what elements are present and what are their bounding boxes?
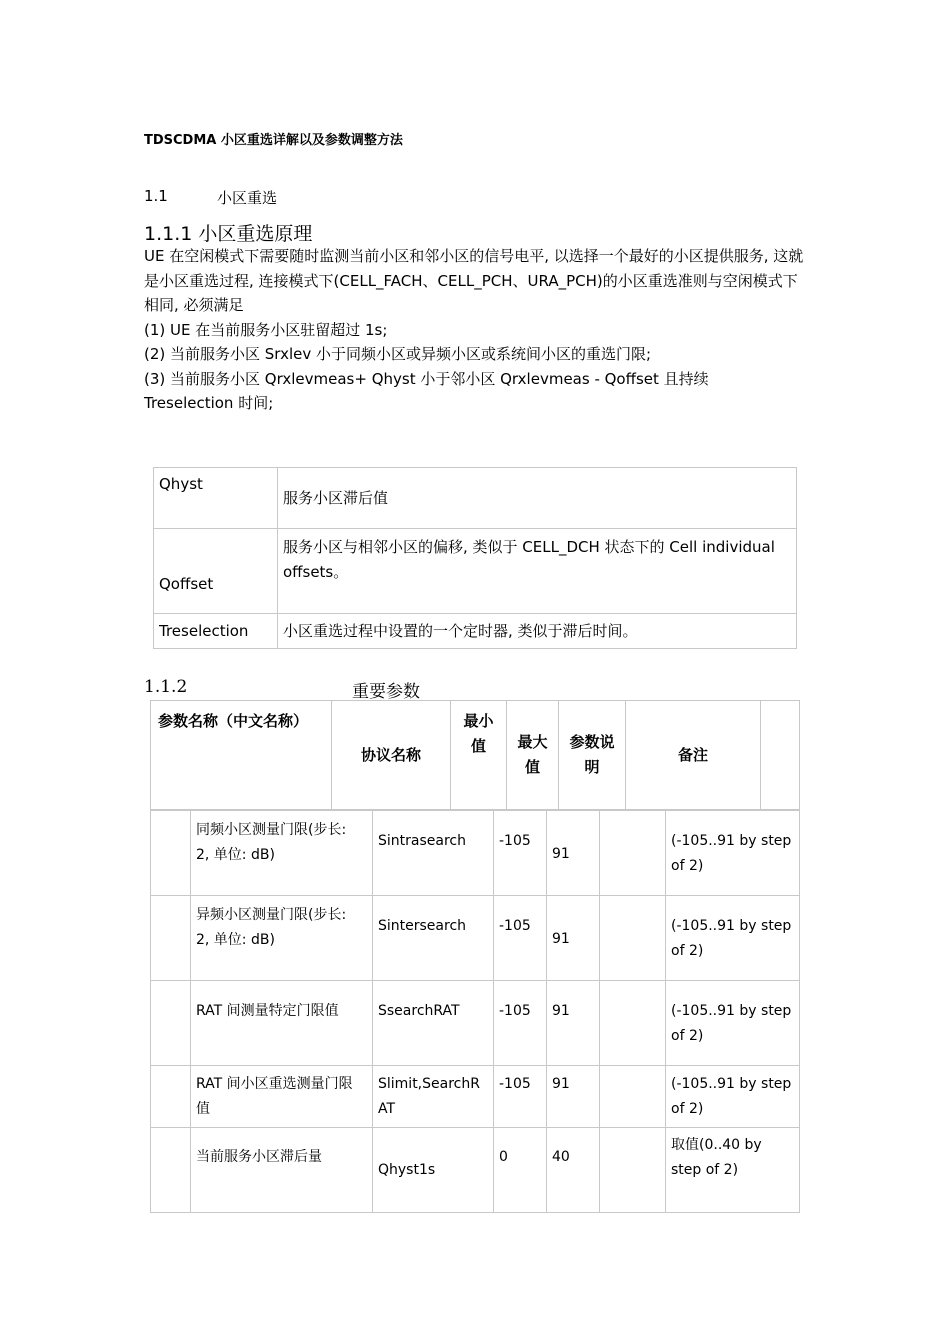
param-max: 91 xyxy=(546,810,600,896)
param-name-text: RAT 间小区重选测量门限值 xyxy=(196,1076,353,1117)
paragraph: (3) 当前服务小区 Qrxlevmeas+ Qhyst 小于邻小区 Qrxlevmeas - Qoffset 且持续 Treselection 时间; xyxy=(144,369,709,412)
header-protocol: 协议名称 xyxy=(331,700,451,810)
body-text xyxy=(144,244,814,416)
param-note: (-105..91 by step of 2) xyxy=(665,810,800,896)
param-max: 91 xyxy=(546,980,600,1066)
subsection2-title: 重要参数 xyxy=(352,682,420,702)
empty-cell xyxy=(150,1127,191,1213)
param-note: (-105..91 by step of 2) xyxy=(665,980,800,1066)
header-empty-cell xyxy=(760,700,800,810)
param-name xyxy=(190,810,373,896)
param-name: 当前服务小区滞后量 xyxy=(190,1127,373,1213)
param-name-text: 同频小区测量门限(步长: 2, 单位: dB) xyxy=(196,822,347,863)
empty-cell xyxy=(150,980,191,1066)
param-note: (-105..91 by step of 2) xyxy=(665,895,800,981)
param-min: 0 xyxy=(493,1127,547,1213)
empty-cell xyxy=(599,1127,666,1213)
subsection-heading xyxy=(144,219,312,246)
empty-cell xyxy=(150,810,191,896)
empty-cell xyxy=(599,980,666,1066)
param-name: RAT 间测量特定门限值 xyxy=(190,980,373,1066)
header-min: 最小值 xyxy=(450,700,507,810)
paragraph: (2) 当前服务小区 Srxlev 小于同频小区或异频小区或系统间小区的重选门限; xyxy=(144,345,652,363)
table-row xyxy=(150,1065,800,1128)
param-min: -105 xyxy=(493,810,547,896)
param-protocol: Qhyst1s xyxy=(372,1127,494,1213)
table-row xyxy=(150,810,800,896)
param-max: 40 xyxy=(546,1127,600,1213)
param-protocol: Sintrasearch xyxy=(372,810,494,896)
empty-cell xyxy=(599,810,666,896)
param-min: -105 xyxy=(493,1065,547,1128)
param-table-header xyxy=(150,700,800,810)
param-protocol: Slimit,SearchRAT xyxy=(372,1065,494,1128)
header-desc: 参数说明 xyxy=(558,700,626,810)
param-protocol: Sintersearch xyxy=(372,895,494,981)
def-desc: 服务小区滞后值 xyxy=(278,468,797,529)
def-desc: 服务小区与相邻小区的偏移, 类似于 CELL_DCH 状态下的 Cell individual offsets。 xyxy=(278,529,797,614)
empty-cell xyxy=(150,895,191,981)
param-max: 91 xyxy=(546,895,600,981)
subsection2-number: 1.1.2 xyxy=(144,677,188,697)
param-max: 91 xyxy=(546,1065,600,1128)
table-row xyxy=(154,529,797,614)
subsection-title: 小区重选原理 xyxy=(198,223,313,245)
empty-cell xyxy=(150,1065,191,1128)
section-title: 小区重选 xyxy=(217,189,278,207)
param-protocol: SsearchRAT xyxy=(372,980,494,1066)
param-name xyxy=(190,1065,373,1128)
document-title: TDSCDMA 小区重选详解以及参数调整方法 xyxy=(144,133,403,148)
param-min: -105 xyxy=(493,895,547,981)
param-name xyxy=(190,895,373,981)
param-note: (-105..91 by step of 2) xyxy=(665,1065,800,1128)
param-name-text: 异频小区测量门限(步长: 2, 单位: dB) xyxy=(196,907,347,948)
def-name: Qhyst xyxy=(154,468,278,529)
def-name: Treselection xyxy=(154,614,278,649)
table-row xyxy=(154,614,797,649)
table-row xyxy=(154,468,797,529)
definition-table xyxy=(153,467,797,649)
paragraph: (1) UE 在当前服务小区驻留超过 1s; xyxy=(144,320,388,339)
table-row xyxy=(150,895,800,981)
section-number: 1.1 xyxy=(144,187,168,205)
table-row xyxy=(150,980,800,1066)
subsection-number: 1.1.1 xyxy=(144,223,193,245)
header-name: 参数名称（中文名称） xyxy=(150,700,332,810)
header-max: 最大值 xyxy=(506,700,559,810)
def-desc: 小区重选过程中设置的一个定时器, 类似于滞后时间。 xyxy=(278,614,797,649)
param-note: 取值(0..40 by step of 2) xyxy=(665,1127,800,1213)
header-note: 备注 xyxy=(625,700,761,810)
table-row xyxy=(150,1127,800,1213)
empty-cell xyxy=(599,1065,666,1128)
param-min: -105 xyxy=(493,980,547,1066)
paragraph: UE 在空闲模式下需要随时监测当前小区和邻小区的信号电平, 以选择一个最好的小区提供服务, 这就是小区重选过程, 连接模式下(CELL_FACH、CELL_PCH、URA_PCH)的小区重选准则与空闲模式下相同, 必须满足 xyxy=(144,247,804,314)
empty-cell xyxy=(599,895,666,981)
def-name: Qoffset xyxy=(154,529,278,614)
